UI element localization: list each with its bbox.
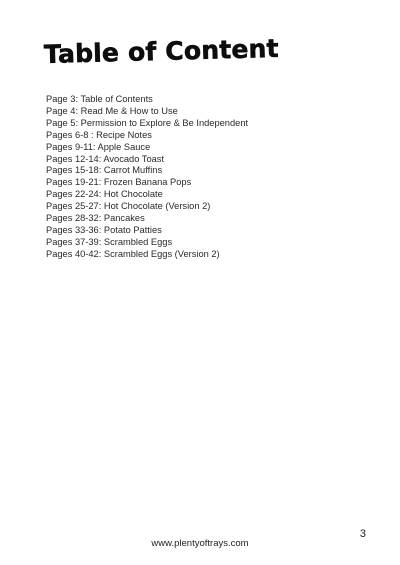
toc-entry: Pages 28-32: Pancakes (46, 213, 145, 224)
page-title: Table of Content (43, 33, 280, 69)
toc-entry: Pages 22-24: Hot Chocolate (46, 189, 163, 200)
footer-website-link[interactable]: www.plentyoftrays.com (151, 538, 249, 549)
toc-entry: Pages 12-14: Avocado Toast (46, 153, 165, 164)
toc-entry: Page 4: Read Me & How to Use (46, 105, 178, 116)
toc-entry: Pages 33-36: Potato Patties (46, 224, 162, 235)
toc-entry: Pages 6-8 : Recipe Notes (46, 129, 152, 140)
toc-entry: Pages 19-21: Frozen Banana Pops (46, 177, 192, 188)
table-of-contents-list (46, 94, 248, 261)
toc-entry: Page 3: Table of Contents (46, 94, 153, 104)
toc-entry: Pages 40-42: Scrambled Eggs (Version 2) (46, 248, 220, 259)
toc-entry: Pages 9-11: Apple Sauce (46, 141, 151, 152)
page-number: 3 (359, 528, 366, 540)
toc-entry: Pages 15-18: Carrot Muffins (46, 165, 163, 176)
toc-entry: Pages 25-27: Hot Chocolate (Version 2) (46, 201, 211, 212)
toc-entry: Pages 37-39: Scrambled Eggs (46, 236, 173, 247)
toc-entry: Page 5: Permission to Explore & Be Independent (46, 117, 249, 128)
